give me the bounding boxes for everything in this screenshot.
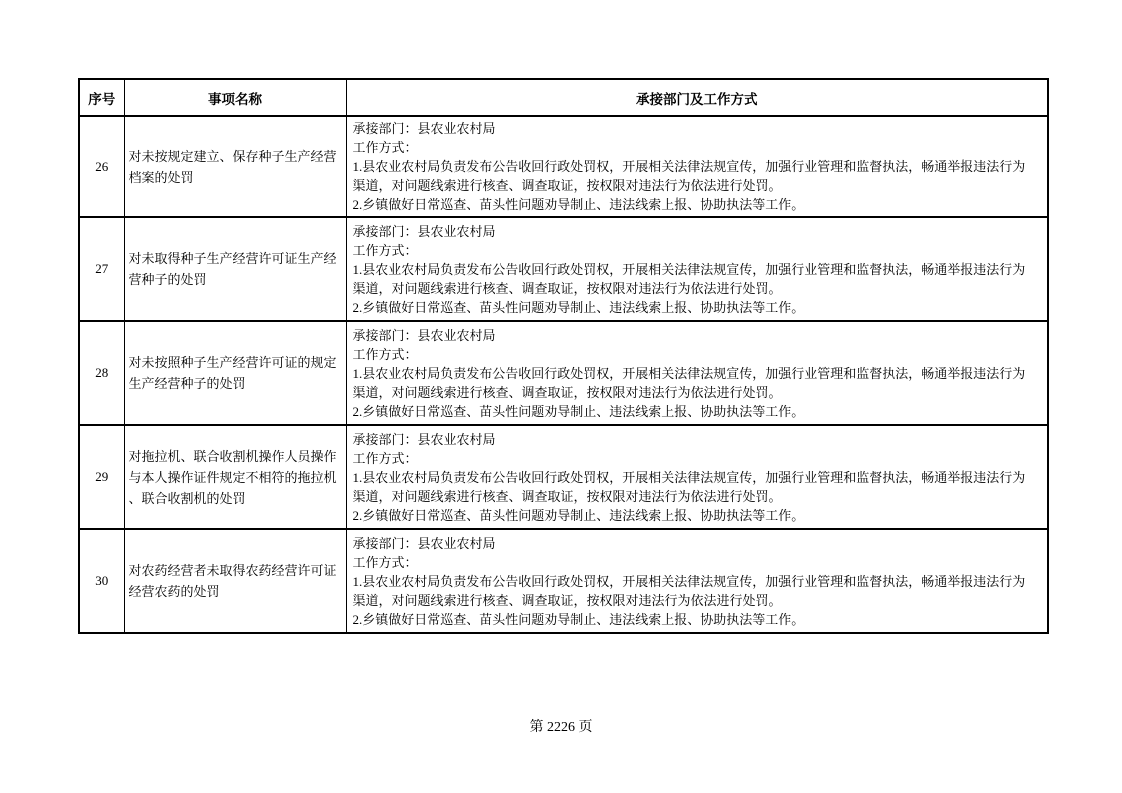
table-row xyxy=(79,321,1048,425)
item-name-cell: 对未取得种子生产经营许可证生产经营种子的处罚 xyxy=(124,217,346,321)
row-number-cell: 27 xyxy=(79,217,124,321)
column-header-item-name: 事项名称 xyxy=(124,79,346,116)
work-method-item-1-line: 1.县农业农村局负责发布公告收回行政处罚权，开展相关法律法规宣传，加强行业管理和监督执法，畅通举报违法行为渠道，对问题线索进行核查、调查取证，按权限对违法行为依法进行处罚。 xyxy=(352,365,1026,400)
undertaking-department-line: 承接部门：县农业农村局 xyxy=(352,121,496,136)
items-table xyxy=(78,78,1049,634)
work-method-item-1-line: 1.县农业农村局负责发布公告收回行政处罚权，开展相关法律法规宣传，加强行业管理和监督执法，畅通举报违法行为渠道，对问题线索进行核查、调查取证，按权限对违法行为依法进行处罚。 xyxy=(352,261,1026,296)
work-method-item-2-line: 2.乡镇做好日常巡查、苗头性问题劝导制止、违法线索上报、协助执法等工作。 xyxy=(352,403,805,419)
work-method-label-line: 工作方式： xyxy=(352,554,418,570)
work-method-item-1-line: 1.县农业农村局负责发布公告收回行政处罚权，开展相关法律法规宣传，加强行业管理和监督执法，畅通举报违法行为渠道，对问题线索进行核查、调查取证，按权限对违法行为依法进行处罚。 xyxy=(352,159,1026,193)
work-method-item-2-line: 2.乡镇做好日常巡查、苗头性问题劝导制止、违法线索上报、协助执法等工作。 xyxy=(352,197,805,212)
work-method-item-2-line: 2.乡镇做好日常巡查、苗头性问题劝导制止、违法线索上报、协助执法等工作。 xyxy=(352,299,805,315)
row-number-cell: 29 xyxy=(79,425,124,529)
undertaking-department-line: 承接部门：县农业农村局 xyxy=(352,327,496,343)
column-header-department-method: 承接部门及工作方式 xyxy=(346,79,1048,116)
table-row xyxy=(79,217,1048,321)
department-method-cell xyxy=(346,425,1048,529)
item-name-cell: 对拖拉机、联合收割机操作人员操作与本人操作证件规定不相符的拖拉机、联合收割机的处罚 xyxy=(124,425,346,529)
work-method-label-line: 工作方式： xyxy=(352,450,418,466)
undertaking-department-line: 承接部门：县农业农村局 xyxy=(352,431,496,447)
item-name-cell: 对未按照种子生产经营许可证的规定生产经营种子的处罚 xyxy=(124,321,346,425)
department-method-cell xyxy=(346,217,1048,321)
work-method-item-1-line: 1.县农业农村局负责发布公告收回行政处罚权，开展相关法律法规宣传，加强行业管理和监督执法，畅通举报违法行为渠道，对问题线索进行核查、调查取证，按权限对违法行为依法进行处罚。 xyxy=(352,573,1026,608)
work-method-item-2-line: 2.乡镇做好日常巡查、苗头性问题劝导制止、违法线索上报、协助执法等工作。 xyxy=(352,611,805,627)
column-header-number: 序号 xyxy=(79,79,124,116)
item-name-cell: 对农药经营者未取得农药经营许可证经营农药的处罚 xyxy=(124,529,346,633)
department-method-cell xyxy=(346,116,1048,217)
department-method-cell xyxy=(346,321,1048,425)
item-name-cell: 对未按规定建立、保存种子生产经营档案的处罚 xyxy=(124,116,346,217)
work-method-label-line: 工作方式： xyxy=(352,346,418,362)
work-method-label-line: 工作方式： xyxy=(352,140,418,155)
work-method-label-line: 工作方式： xyxy=(352,242,418,258)
work-method-item-1-line: 1.县农业农村局负责发布公告收回行政处罚权，开展相关法律法规宣传，加强行业管理和监督执法，畅通举报违法行为渠道，对问题线索进行核查、调查取证，按权限对违法行为依法进行处罚。 xyxy=(352,469,1026,504)
undertaking-department-line: 承接部门：县农业农村局 xyxy=(352,535,496,551)
row-number-cell: 26 xyxy=(79,116,124,217)
row-number-cell: 28 xyxy=(79,321,124,425)
undertaking-department-line: 承接部门：县农业农村局 xyxy=(352,223,496,239)
table-row xyxy=(79,425,1048,529)
table-row xyxy=(79,529,1048,633)
table-header-row xyxy=(79,79,1048,116)
table-row xyxy=(79,116,1048,217)
department-method-cell xyxy=(346,529,1048,633)
row-number-cell: 30 xyxy=(79,529,124,633)
work-method-item-2-line: 2.乡镇做好日常巡查、苗头性问题劝导制止、违法线索上报、协助执法等工作。 xyxy=(352,507,805,523)
page-number: 第 2226 页 xyxy=(529,720,593,735)
